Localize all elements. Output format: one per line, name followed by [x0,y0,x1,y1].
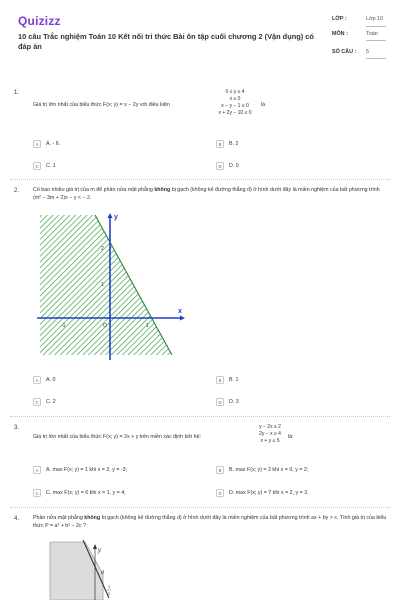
q2-option-a[interactable] [33,376,55,384]
meta-subject-value: Toán [366,31,386,41]
option-letter: B [216,140,224,148]
question-3-text: Giá trị lớn nhất của biểu thức F(x; y) = 2x + y trên miền xác định bởi hệ: [33,434,202,440]
condition: 2y − x ≥ 4 [259,431,281,437]
question-3-number: 3. [14,425,20,431]
quizizz-logo: Quizizz [18,14,61,28]
condition: x + y ≤ 5 [260,438,280,444]
q3-option-d[interactable] [216,489,309,497]
question-1-number: 1. [14,90,20,96]
q4-tick-label: 1 [108,584,111,589]
question-3-conditions [250,424,290,445]
text-bold: không [84,515,101,521]
question-4-text [33,515,393,530]
option-letter: B [216,466,224,474]
text-part: Phần nửa mặt phẳng [33,515,85,521]
option-letter: A [33,466,41,474]
divider [10,507,390,508]
meta-subject-label: MÔN : [332,31,348,37]
option-letter: C [33,398,41,406]
divider [10,416,390,417]
question-2-number: 2. [14,188,20,194]
arrow-icon [108,213,113,218]
option-text: A. 0 [46,377,56,383]
text-part: bị gạch (không kể đường thẳng d) ở hình dưới đây là miền nghiệm của bất phương trình ax + by > c. Tính giá trị của biểu thức P = a² + b² − 2c ? [33,515,387,529]
option-text: D. 0 [229,163,239,169]
meta-subject [332,31,386,41]
q2-option-b[interactable] [216,376,238,384]
option-letter: A [33,140,41,148]
meta-count-label: SỐ CÂU : [332,49,357,55]
q1-option-b[interactable] [216,140,238,148]
meta-count-value: 5 [366,49,386,59]
meta-panel [332,16,386,59]
question-1-text: Giá trị lớn nhất của biểu thức F(x; y) = x − 2y với điều kiện [33,102,170,108]
meta-class-label: LỚP : [332,16,347,22]
q2-x-label: x [178,308,182,315]
q3-option-a[interactable] [33,466,127,474]
q2-y-tick-top: 2 [101,246,104,252]
option-text: C. 2 [46,399,56,405]
q2-x-tick-pos: 1 [146,323,149,329]
option-letter: D [216,162,224,170]
option-letter: C [33,489,41,497]
option-text: B. 1 [229,377,239,383]
q3-option-c[interactable] [33,489,126,497]
option-letter: D [216,489,224,497]
condition: x + 2y − 10 ≤ 0 [218,110,252,116]
option-text: B. 2 [229,141,239,147]
arrow-icon [93,544,97,549]
option-text: C. max F(x; y) = 6 khi x = 1, y = 4; [46,490,126,496]
option-letter: A [33,376,41,384]
question-1-suffix: là [261,102,266,108]
page-title: 10 câu Trắc nghiệm Toán 10 Kết nối tri thức Bài ôn tập cuối chương 2 (Vận dụng) có đáp án [18,32,314,51]
text-part: Có bao nhiêu giá trị của m để phần nửa mặt phẳng [33,187,155,193]
q1-option-d[interactable] [216,162,239,170]
q2-x-tick-neg: -1 [61,323,66,329]
question-3-suffix: là: [288,434,294,440]
option-text: C. 1 [46,163,56,169]
condition: x − y − 1 ≤ 0 [221,103,249,109]
q3-option-b[interactable] [216,466,308,474]
q2-origin: O [103,323,107,329]
q4-d-label: d [101,570,104,576]
option-text: A. max F(x; y) = 1 khi x = 2, y = -3; [46,467,128,473]
option-text: B. max F(x; y) = 2 khi x = 0, y = 2; [229,467,309,473]
meta-count [332,49,386,59]
q1-option-a[interactable] [33,140,60,148]
q2-option-d[interactable] [216,398,239,406]
condition: x ≥ 0 [229,96,241,102]
q2-graph [35,210,190,365]
divider [10,179,390,180]
q4-y-label: y [98,548,101,554]
text-bold: không [154,187,171,193]
option-text: A. - 6. [46,141,61,147]
q4-graph [45,540,135,600]
question-1-conditions [210,89,260,117]
option-text: D. 3 [229,399,239,405]
condition: y − 2x ≤ 2 [259,424,281,430]
option-letter: C [33,162,41,170]
option-letter: D [216,398,224,406]
q2-option-c[interactable] [33,398,56,406]
meta-class-value: Lớp 10 [366,16,386,27]
q2-y-tick-mid: 1 [101,282,104,288]
arrow-icon [180,316,185,321]
question-4-number: 4. [14,516,20,522]
question-2-text [33,187,388,202]
text-part: bị gạch (không kể đường thẳng d) ở hình dưới đây là miền nghiệm của bất phương trình (m² − 3m + 2)x − y < − 2. [33,187,380,201]
option-text: D. max F(x; y) = 7 khi x = 2, y = 3. [229,490,309,496]
option-letter: B [216,376,224,384]
meta-class [332,16,386,27]
q1-option-c[interactable] [33,162,56,170]
q4-tick-label: 2 [108,591,111,596]
condition: 0 ≤ y ≤ 4 [225,89,245,95]
q2-y-label: y [114,214,118,221]
